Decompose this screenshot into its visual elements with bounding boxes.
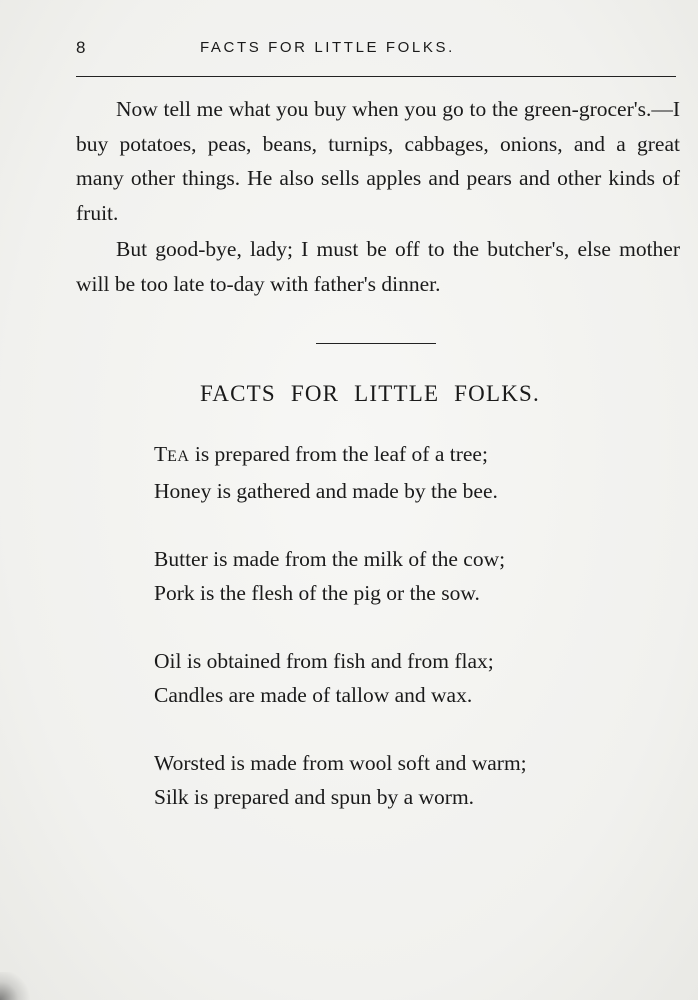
prose-section (76, 92, 680, 303)
prose-paragraph: Now tell me what you buy when you go to the green-grocer's.—I buy potatoes, peas, beans, turnips, cabbages, onions, and a great many other things. He also sells apples and pears and other kinds of fruit. (76, 97, 680, 225)
section-divider (316, 343, 436, 344)
small-caps-initial: T (154, 442, 168, 466)
small-caps-rest: EA (167, 448, 190, 465)
stanza (154, 437, 674, 508)
verse-line: Candles are made of tallow and wax. (154, 683, 473, 707)
poem (154, 437, 674, 848)
poem-title: FACTS FOR LITTLE FOLKS. (200, 381, 540, 406)
page-number: 8 (76, 38, 86, 57)
verse-line (154, 437, 674, 474)
stanza (154, 644, 674, 712)
verse-line: Worsted is made from wool soft and warm; (154, 751, 527, 775)
verse-line-text: is prepared from the leaf of a tree; (189, 442, 488, 466)
prose-paragraph: But good-bye, lady; I must be off to the butcher's, else mother will be too late to-day with father's dinner. (76, 237, 680, 296)
running-title: FACTS FOR LITTLE FOLKS. (200, 39, 455, 56)
verse-line: Oil is obtained from fish and from flax; (154, 649, 494, 673)
page-corner-shadow (0, 972, 30, 1000)
verse-line: Honey is gathered and made by the bee. (154, 479, 498, 503)
stanza (154, 542, 674, 610)
running-head (76, 38, 676, 62)
verse-line: Silk is prepared and spun by a worm. (154, 785, 475, 809)
header-rule (76, 76, 676, 77)
verse-line: Butter is made from the milk of the cow; (154, 547, 506, 571)
stanza (154, 746, 674, 814)
verse-line: Pork is the flesh of the pig or the sow. (154, 581, 480, 605)
